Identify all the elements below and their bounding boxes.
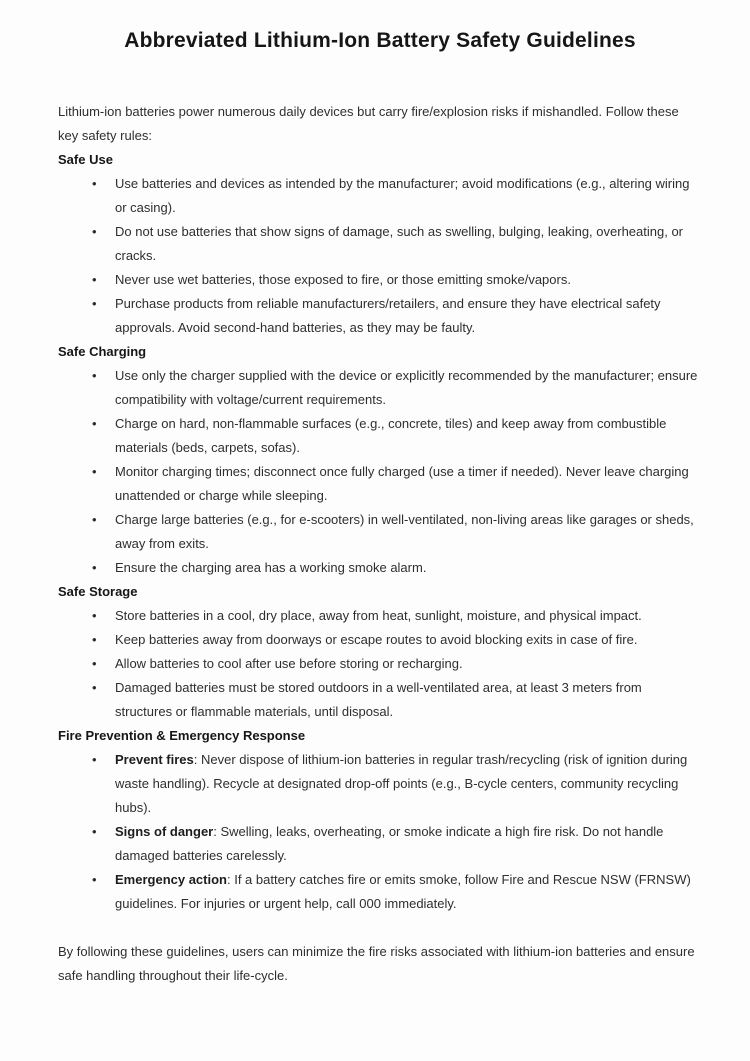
bullet-text: [115, 220, 702, 268]
bullet-dot-icon: •: [92, 872, 97, 887]
bullet-text: [115, 628, 702, 652]
bullet-lead: Emergency action: [115, 872, 227, 887]
bullet-item: [58, 460, 702, 508]
bullet-text-body: Use batteries and devices as intended by the manufacturer; avoid modifications (e.g., altering wiring or casing).: [115, 176, 690, 215]
bullet-dot-icon: •: [92, 680, 97, 695]
document-body: [58, 100, 702, 988]
bullet-dot-icon: •: [92, 272, 97, 287]
bullet-dot-icon: •: [92, 464, 97, 479]
bullet-item: [58, 652, 702, 676]
bullet-item: [58, 820, 702, 868]
bullet-item: [58, 748, 702, 820]
intro-paragraph: Lithium-ion batteries power numerous daily devices but carry fire/explosion risks if mishandled. Follow these key safety rules:: [58, 104, 679, 143]
bullet-text-body: : Swelling, leaks, overheating, or smoke indicate a high fire risk. Do not handle damaged batteries carelessly.: [115, 824, 664, 863]
bullet-text: [115, 460, 702, 508]
bullet-list-safe-use: [58, 172, 702, 340]
bullet-text-body: Do not use batteries that show signs of damage, such as swelling, bulging, leaking, overheating, or cracks.: [115, 224, 684, 263]
section-heading-fire-prevention: Fire Prevention & Emergency Response: [58, 728, 306, 743]
section-heading-safe-use: Safe Use: [58, 152, 113, 167]
bullet-text-body: Damaged batteries must be stored outdoors in a well-ventilated area, at least 3 meters from structures or flammable materials, until disposal.: [115, 680, 642, 719]
document-title: Abbreviated Lithium-Ion Battery Safety Guidelines: [124, 29, 636, 52]
bullet-text-body: Keep batteries away from doorways or escape routes to avoid blocking exits in case of fire.: [115, 632, 638, 647]
bullet-dot-icon: •: [92, 752, 97, 767]
section-heading-safe-charging: Safe Charging: [58, 344, 147, 359]
bullet-dot-icon: •: [92, 632, 97, 647]
bullet-dot-icon: •: [92, 224, 97, 239]
closing-paragraph: By following these guidelines, users can minimize the fire risks associated with lithium-ion batteries and ensure safe handling throughout their life-cycle.: [58, 944, 695, 983]
bullet-text: [115, 364, 702, 412]
bullet-dot-icon: •: [92, 512, 97, 527]
bullet-item: [58, 628, 702, 652]
bullet-dot-icon: •: [92, 176, 97, 191]
bullet-dot-icon: •: [92, 608, 97, 623]
bullet-item: [58, 556, 702, 580]
bullet-item: [58, 268, 702, 292]
bullet-item: [58, 868, 702, 916]
bullet-item: [58, 172, 702, 220]
bullet-text-body: Allow batteries to cool after use before storing or recharging.: [115, 656, 463, 671]
bullet-text: [115, 868, 702, 916]
bullet-text: [115, 172, 702, 220]
bullet-item: [58, 676, 702, 724]
bullet-lead: Prevent fires: [115, 752, 194, 767]
bullet-list-fire-prevention: [58, 748, 702, 916]
bullet-dot-icon: •: [92, 296, 97, 311]
bullet-text: [115, 676, 702, 724]
bullet-text: [115, 412, 702, 460]
bullet-item: [58, 604, 702, 628]
bullet-item: [58, 292, 702, 340]
bullet-dot-icon: •: [92, 368, 97, 383]
bullet-text-body: Ensure the charging area has a working smoke alarm.: [115, 560, 427, 575]
bullet-text: [115, 748, 702, 820]
bullet-text-body: : If a battery catches fire or emits smoke, follow Fire and Rescue NSW (FRNSW) guidelines. For injuries or urgent help, call 000 immediately.: [115, 872, 691, 911]
bullet-text: [115, 556, 702, 580]
bullet-text-body: Use only the charger supplied with the device or explicitly recommended by the manufacturer; ensure compatibility with voltage/current requirements.: [115, 368, 698, 407]
section-heading-safe-storage: Safe Storage: [58, 584, 138, 599]
bullet-item: [58, 508, 702, 556]
bullet-dot-icon: •: [92, 560, 97, 575]
bullet-item: [58, 364, 702, 412]
bullet-text-body: : Never dispose of lithium-ion batteries in regular trash/recycling (risk of ignition during waste handling). Recycle at designated drop-off points (e.g., B-cycle centers, community recycling hubs).: [115, 752, 688, 815]
bullet-text: [115, 652, 702, 676]
bullet-text-body: Monitor charging times; disconnect once fully charged (use a timer if needed). Never leave charging unattended or charge while sleeping.: [115, 464, 689, 503]
bullet-text-body: Purchase products from reliable manufacturers/retailers, and ensure they have electrical safety approvals. Avoid second-hand batteries, as they may be faulty.: [115, 296, 661, 335]
bullet-text-body: Charge large batteries (e.g., for e-scooters) in well-ventilated, non-living areas like garages or sheds, away from exits.: [115, 512, 694, 551]
bullet-text-body: Store batteries in a cool, dry place, away from heat, sunlight, moisture, and physical impact.: [115, 608, 642, 623]
bullet-list-safe-storage: [58, 604, 702, 724]
bullet-text: [115, 508, 702, 556]
bullet-text: [115, 268, 702, 292]
bullet-dot-icon: •: [92, 824, 97, 839]
bullet-text: [115, 292, 702, 340]
bullet-item: [58, 412, 702, 460]
bullet-item: [58, 220, 702, 268]
bullet-list-safe-charging: [58, 364, 702, 580]
bullet-dot-icon: •: [92, 656, 97, 671]
bullet-text: [115, 604, 702, 628]
bullet-lead: Signs of danger: [115, 824, 214, 839]
bullet-text: [115, 820, 702, 868]
bullet-text-body: Never use wet batteries, those exposed to fire, or those emitting smoke/vapors.: [115, 272, 571, 287]
bullet-dot-icon: •: [92, 416, 97, 431]
bullet-text-body: Charge on hard, non-flammable surfaces (e.g., concrete, tiles) and keep away from combustible materials (beds, carpets, sofas).: [115, 416, 667, 455]
